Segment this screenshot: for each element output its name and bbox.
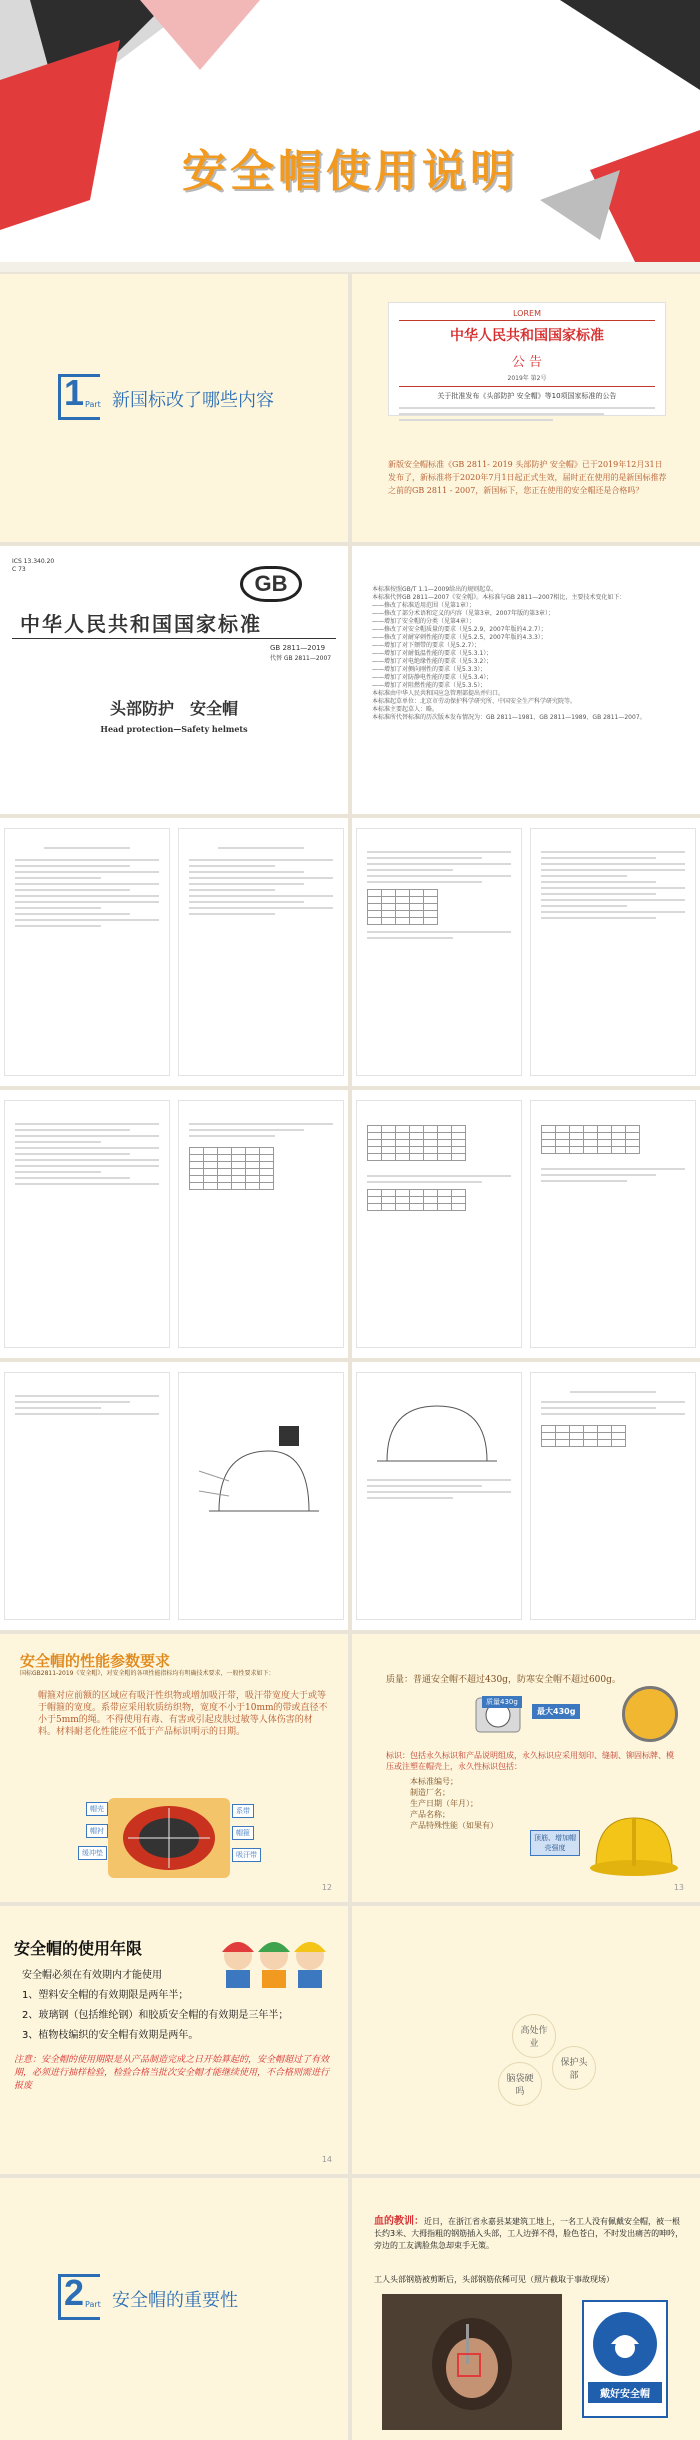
mark-item: 生产日期（年月）； [410,1799,478,1808]
weight-badge-2: 最大430g [532,1704,580,1719]
standard-replace: 代替 GB 2811—2007 [270,655,332,662]
weight-slide [352,1634,700,1902]
changes-line: ——增加了对耐低温性能的要求（见5.3.1）； [372,650,493,657]
accident-photo [382,2294,562,2430]
section1-title: 新国标改了哪些内容 [112,390,274,411]
standard-en: Head protection—Safety helmets [100,724,248,734]
cover-title: 安全帽使用说明 [182,146,518,197]
helmet-label: 顶筋、增加帽壳强度 [530,1830,580,1856]
helmet-section-diagram [367,1391,507,1471]
doc-page [178,828,344,1076]
changes-line: 本标准主要起草人：略。 [372,706,439,713]
changes-line: ——增加了对阻燃性能的要求（见5.3.5）； [372,682,487,689]
lifetime-item: 3、植物枝编织的安全帽有效期是两年。 [22,2030,199,2041]
changes-line: 本标准由中华人民共和国应急管理部提出并归口。 [372,690,505,697]
doc-page [178,1100,344,1348]
doc-page [356,828,522,1076]
param-label-sweatband: 吸汗带 [232,1848,261,1862]
params-slide [0,1634,348,1902]
doc-pages-slide-5 [0,1362,348,1630]
changes-line: 本标准代替GB 2811—2007《安全帽》。本标准与GB 2811—2007相比，主要技术变化如下： [372,594,626,601]
doc-page [530,828,696,1076]
mark-item: 本标准编号； [410,1777,458,1786]
weight-text: 质量：普通安全帽不超过430g，防寒安全帽不超过600g。 [386,1675,621,1685]
bubbles-slide [352,1906,700,2174]
section1-part: Part [85,400,101,409]
param-label-shell: 帽壳 [86,1802,108,1816]
doc-page [530,1372,696,1620]
doc-page [4,1100,170,1348]
params-intro: 国标GB2811-2019《安全帽》，对安全帽的各项性能指标均有明确技术要求，一般性要求如下： [20,1670,275,1677]
section1-number: 1 [64,372,85,413]
changes-line: 本标准起草单位：北京市劳动保护科学研究所、中国安全生产科学研究院等。 [372,698,577,705]
lesson-slide [352,2178,700,2440]
param-label-cushion: 缓冲垫 [78,1846,107,1860]
lifetime-slide [0,1906,348,2174]
mark-item: 产品特殊性能（如果有） [410,1821,498,1830]
mark-items [410,1776,560,1831]
param-label-strap: 系带 [232,1804,254,1818]
lifetime-sub: 安全帽必须在有效期内才能使用 [22,1970,162,1981]
doc-pages-slide-4 [352,1090,700,1358]
section2-part: Part [85,2300,101,2309]
lifetime-item: 1、塑料安全帽的有效期限是两年半； [22,1990,189,2001]
changes-line: ——增加了对下颏带的要求（见5.2.7）； [372,642,481,649]
standard-ccs: C 73 [12,566,26,573]
mark-text: 标识：包括永久标识和产品说明组成，永久标识应采用刻印、缝制、铆固标牌、模压或注塑在帽壳上，永久性标识包括： [386,1751,674,1771]
notice-header: LOREM [513,309,541,318]
doc-page [530,1100,696,1348]
section2-number: 2 [64,2272,85,2313]
doc-pages-slide-1 [0,818,348,1086]
changes-line: 本标准所代替标准的历次版本发布情况为：GB 2811—1981、GB 2811—1989、GB 2811—2007。 [372,714,646,721]
notice-summary: 新版安全帽标准《GB 2811- 2019 头部防护 安全帽》已于2019年12月31日发布了，新标准将于2020年7月1日起正式生效，届时正在使用的是新国标推荐之前的GB 2811 - 2007，新国标下，您正在使用的安全帽还是合格吗？ [388,460,667,495]
changes-slide [352,546,700,814]
lesson-caption: 工人头部钢筋被剪断后，头部钢筋依稀可见（照片截取于事故现场） [374,2275,614,2284]
notice-line: 关于批准发布《头部防护 安全帽》等10项国家标准的公告 [437,392,617,400]
lifetime-note: 注意：安全帽的使用期限是从产品制造完成之日开始算起的，安全帽超过了有效期，必须进行抽样检验，检验合格当批次安全帽才能继续使用，不合格则需进行报废 [14,2055,330,2091]
standard-ics: ICS 13.340.20 [12,558,55,565]
lifetime-item: 2、玻璃钢（包括维纶钢）和胶质安全帽的有效期是三年半； [22,2010,289,2021]
lesson-text: 近日，在浙江省永嘉县某建筑工地上，一名工人没有佩戴安全帽，被一根长约3米、大拇指粗的钢筋插入头部，工人边弹不得，脸色苍白，不时发出痛苦的呻吟，旁边的工友满脸焦急却束手无策。 [374,2217,684,2250]
helmet-cross-section [108,1798,230,1878]
doc-pages-slide-3 [0,1090,348,1358]
page-number: 14 [321,2155,332,2164]
doc-page [356,1100,522,1348]
section2-title: 安全帽的重要性 [112,2290,238,2311]
doc-page [356,1372,522,1620]
standard-title: 中华人民共和国国家标准 [20,612,262,636]
changes-line: ——增加了安全帽的分类（见第4章）； [372,618,475,625]
bubble-protect: 保护头部 [552,2046,596,2090]
gb-logo: GB [240,566,302,602]
lifetime-items [22,1986,338,2046]
params-body: 帽箍对应前额的区域应有吸汗性织物或增加吸汗带，吸汗带宽度大于或等于帽箍的宽度。系带应采用软质纺织物，宽度不小于10mm的带或直径不小于5mm的绳。不得使用有毒、有害或引起皮肤过敏等人体伤害的材料。材料耐老化性能应不低于产品标识明示的日期。 [38,1691,328,1737]
helmet-sign-icon [593,2312,657,2376]
sign-text: 戴好安全帽 [588,2382,662,2403]
bubble-hard: 脑袋硬吗 [498,2062,542,2106]
changes-line: 本标准按照GB/T 1.1—2009给出的规则起草。 [372,586,498,593]
changes-line: ——修改了部分术语和定义的内容（见第3章，2007年版的第3章）； [372,610,554,617]
page-number: 13 [673,1883,684,1892]
sign-wear-helmet [582,2300,668,2418]
changes-line: ——修改了对耐穿刺性能的要求（见5.2.5，2007年版的4.3.3）； [372,634,547,641]
mark-item: 产品名称； [410,1810,450,1819]
changes-line: ——修改了标准适用范围（见第1章）； [372,602,475,609]
standard-num: GB 2811—2019 [270,644,326,652]
workers-illustration [214,1922,334,1988]
mark-item: 制造厂名； [410,1788,450,1797]
param-label-liner: 帽衬 [86,1824,108,1838]
standard-cover-slide [0,546,348,814]
helmet-diagram [189,1421,329,1541]
notice-heading: 公 告 [511,355,543,370]
lifetime-title: 安全帽的使用年限 [14,1939,143,1958]
notice-doc [388,302,666,416]
doc-page [178,1372,344,1620]
notice-sub: 2019年 第2号 [507,375,547,382]
notice-org: 中华人民共和国国家标准 [450,328,604,344]
section1-slide [0,274,348,542]
doc-pages-slide-2 [352,818,700,1086]
doc-page [4,828,170,1076]
changes-text [372,586,682,722]
changes-line: ——增加了对防静电性能的要求（见5.3.4）； [372,674,493,681]
changes-line: ——增加了对电绝缘性能的要求（见5.3.2）； [372,658,493,665]
section2-slide [0,2178,348,2440]
doc-pages-slide-6 [352,1362,700,1630]
helmet-photo-small [622,1686,678,1742]
notice-slide [352,274,700,542]
doc-page [4,1372,170,1620]
lesson-label: 血的教训： [374,2216,424,2227]
cover-slide [0,0,700,272]
changes-line: ——增加了对侧向刚性的要求（见5.3.3）； [372,666,487,673]
bubble-high: 高处作业 [512,2014,556,2058]
params-title: 安全帽的性能参数要求 [20,1652,171,1670]
yellow-helmet [588,1810,680,1880]
weight-badge-1: 质量430g [482,1696,522,1708]
lesson-text-block [374,2216,684,2252]
changes-line: ——修改了对安全帽质量的要求（见5.2.9，2007年版的4.2.7）； [372,626,547,633]
param-label-band: 帽箍 [232,1826,254,1840]
page-number: 12 [321,1883,332,1892]
standard-name: 头部防护 安全帽 [109,699,238,718]
